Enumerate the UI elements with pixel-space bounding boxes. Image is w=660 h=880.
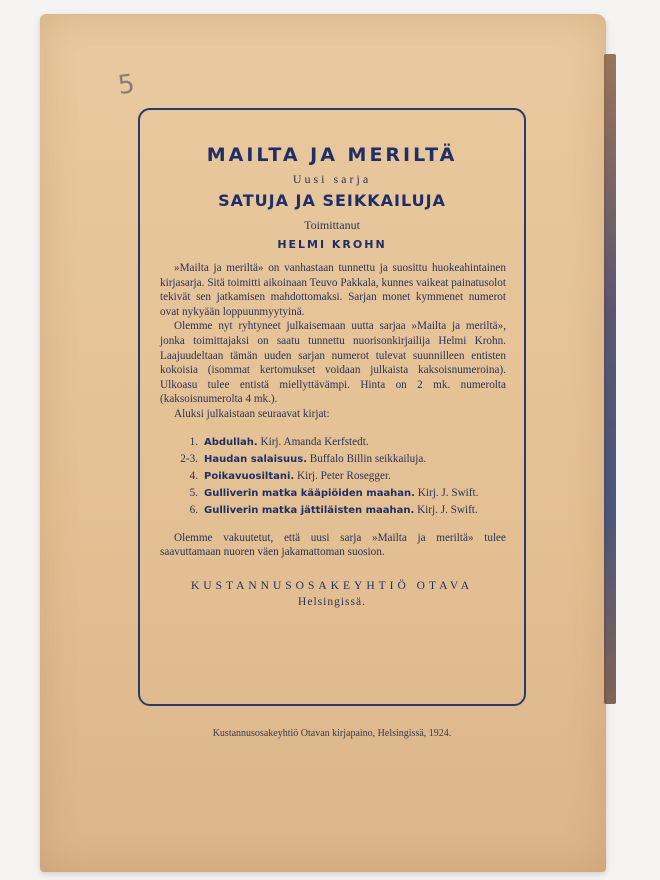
description-text [160, 261, 506, 422]
closing-text [160, 531, 506, 560]
cover-spine-edge [604, 54, 616, 704]
book-author: Kirj. J. Swift. [417, 486, 479, 499]
paragraph: Olemme nyt ryhtyneet julkaisemaan uutta sarjaa »Mailta ja meriltä», jonka toimittajaksi on saatu tunnettu nuorisonkirjailija Helmi Krohn. Laajuudeltaan tämän uuden sarjan numerot tulevat suunnilleen entisten kokoisia (isommat kertomukset voidaan julkaista kaksoisnumeroina). Ulkoasu tulee entistä miellyttävämpi. Hinta on 2 mk. numerolta (kaksoisnumerolta 4 mk.). [160, 320, 506, 406]
book-list [172, 434, 524, 519]
book-title: Haudan salaisuus. [204, 453, 307, 465]
series-name: SATUJA JA SEIKKAILUJA [218, 191, 446, 210]
book-title: Poikavuosiltani. [204, 470, 295, 482]
book-number: 2-3. [180, 452, 198, 465]
book-number: 5. [189, 486, 198, 499]
publisher-name: KUSTANNUSOSAKEYHTIÖ OTAVA [190, 579, 474, 592]
editor-label: Toimittanut [304, 218, 360, 232]
book-number: 6. [189, 503, 198, 516]
editor-name: HELMI KROHN [277, 238, 387, 251]
paragraph: Aluksi julkaistaan seuraavat kirjat: [174, 407, 330, 420]
paragraph: »Mailta ja meriltä» on vanhastaan tunnettu ja suosittu huokeahintainen kirjasarja. Sitä toimitti aikoinaan Teuvo Pakkala, kunnes vaikeat painatusolot tekivät sen jatkamisen mahdottomaksi. Sarjan monet kymmenet numerot ovat nykyään loppuunmyytyinä. [160, 262, 506, 318]
list-item [172, 502, 524, 519]
series-main-title: MAILTA JA MERILTÄ [206, 144, 458, 166]
list-item [172, 485, 524, 502]
book-number: 1. [189, 435, 198, 448]
book-title: Gulliverin matka kääpiöiden maahan. [204, 487, 415, 499]
pencil-mark: 5 [115, 68, 137, 102]
list-item [172, 451, 524, 468]
book-author: Kirj. Peter Rosegger. [297, 469, 391, 482]
closing-paragraph: Olemme vakuutetut, että uusi sarja »Mailta ja meriltä» tulee saavuttamaan nuoren väen jakamattoman suosion. [160, 531, 506, 559]
list-item [172, 468, 524, 485]
book-number: 4. [189, 469, 198, 482]
publisher-city: Helsingissä. [298, 595, 366, 608]
printer-imprint: Kustannusosakeyhtiö Otavan kirjapaino, Helsingissä, 1924. [212, 728, 452, 739]
series-subtitle: Uusi sarja [292, 172, 372, 186]
book-author: Kirj. J. Swift. [417, 503, 478, 516]
advertisement-frame [138, 108, 526, 706]
book-author: Kirj. Amanda Kerfstedt. [260, 435, 369, 448]
book-title: Gulliverin matka jättiläisten maahan. [204, 504, 415, 516]
book-author: Buffalo Billin seikkailuja. [309, 452, 427, 465]
list-item [172, 434, 524, 451]
book-title: Abdullah. [204, 436, 258, 448]
